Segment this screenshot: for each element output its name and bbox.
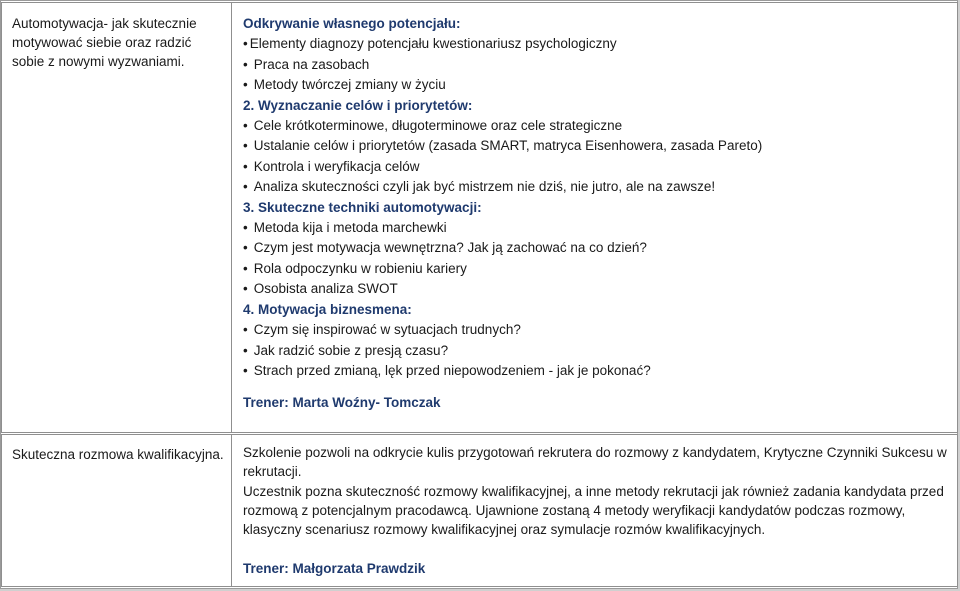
description-paragraph: Szkolenie pozwoli na odkrycie kulis przygotowań rekrutera do rozmowy z kandydatem, Krytyczne Czynniki Sukcesu w rekrutacji. — [243, 445, 947, 480]
description-paragraph: Uczestnik pozna skuteczność rozmowy kwalifikacyjnej, a inne metody rekrutacji jak również zadania kandydata przed rozmową z potencjalnym pracodawcą. Ujawnione zostaną 4 metody weryfikacji kandydatów podczas rozmowy, klasyczny scenariusz rozmowy kwalifikacyjnej oraz symulacje rozmów kwalifikacyjnych. — [243, 483, 944, 538]
course-description-cell — [233, 435, 957, 586]
list-item: • Metody twórczej zmiany w życiu — [243, 75, 949, 95]
table-row — [1, 434, 958, 587]
list-item: • Praca na zasobach — [243, 55, 949, 75]
list-item: • Osobista analiza SWOT — [243, 279, 949, 299]
list-item: • Metoda kija i metoda marchewki — [243, 218, 949, 238]
list-item: • Ustalanie celów i priorytetów (zasada SMART, matryca Eisenhowera, zasada Pareto) — [243, 136, 949, 156]
list-item: • Analiza skuteczności czyli jak być mistrzem nie dziś, nie jutro, ale na zawsze! — [243, 177, 949, 197]
section-heading: Odkrywanie własnego potencjału: — [243, 16, 461, 31]
list-item: • Cele krótkoterminowe, długoterminowe oraz cele strategiczne — [243, 116, 949, 136]
course-title-cell — [2, 3, 232, 432]
trainer-name: Trener: Małgorzata Prawdzik — [243, 561, 426, 577]
section-heading: 3. Skuteczne techniki automotywacji: — [243, 199, 482, 215]
list-item: • Jak radzić sobie z presją czasu? — [243, 341, 949, 361]
course-title: Skuteczna rozmowa kwalifikacyjna. — [12, 447, 224, 462]
list-item: • Elementy diagnozy potencjału kwestionariusz psychologiczny — [243, 34, 949, 54]
list-item: • Czym się inspirować w sytuacjach trudnych? — [243, 320, 949, 340]
section-heading: 2. Wyznaczanie celów i priorytetów: — [243, 97, 473, 113]
course-title-cell — [2, 435, 232, 586]
table-row — [1, 2, 958, 433]
list-item: • Czym jest motywacja wewnętrzna? Jak ją zachować na co dzień? — [243, 238, 949, 258]
course-description-cell — [233, 3, 957, 432]
list-item: • Strach przed zmianą, lęk przed niepowodzeniem - jak je pokonać? — [243, 361, 949, 381]
trainer-name: Trener: Marta Woźny- Tomczak — [243, 395, 441, 411]
course-title: Automotywacja- jak skutecznie motywować siebie oraz radzić sobie z nowymi wyzwaniami. — [12, 16, 197, 69]
section-heading: 4. Motywacja biznesmena: — [243, 301, 412, 317]
list-item: • Rola odpoczynku w robieniu kariery — [243, 259, 949, 279]
list-item: • Kontrola i weryfikacja celów — [243, 157, 949, 177]
